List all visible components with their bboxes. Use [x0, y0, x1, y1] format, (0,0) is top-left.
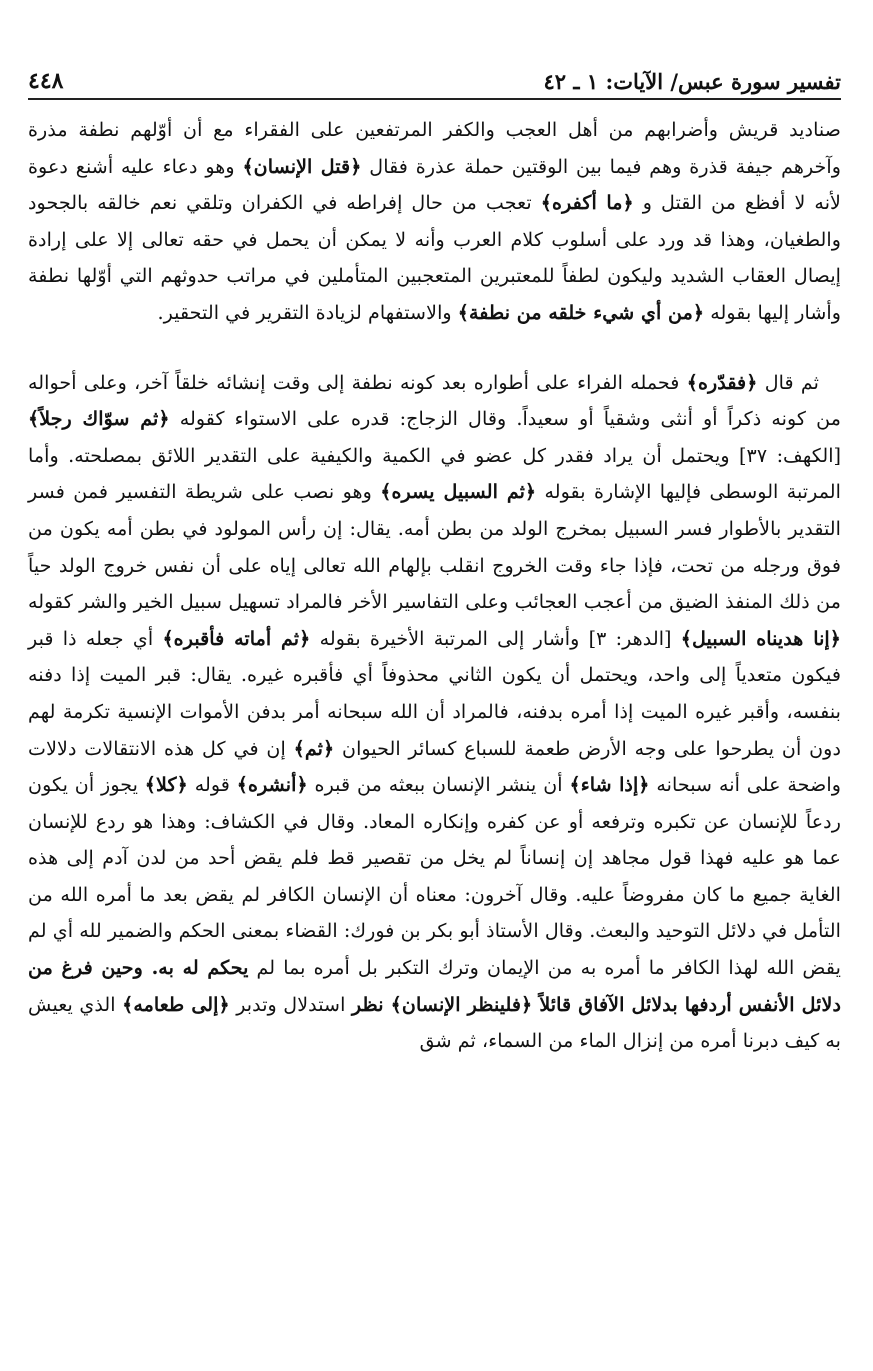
quran-phrase: ﴿فقدّره﴾	[686, 370, 758, 394]
text-run: إن في كل هذه الانتقالات دلالات واضحة على أنه سبحانه	[28, 736, 841, 797]
text-run: صناديد قريش وأضرابهم من أهل العجب والكفر المرتفعين على الفقراء مع أن أوّلهم نطفة مذرة وآخرهم جيفة قذرة وهم فيما بين الوقتين حملة عذرة فقال	[28, 118, 842, 178]
quran-phrase: ﴿أنشره﴾	[236, 773, 308, 797]
page-number: ٤٤٨	[28, 68, 64, 94]
text-run: ثم قال	[757, 370, 819, 394]
quran-phrase: ﴿من أي شيء خلقه من نطفة﴾	[457, 300, 705, 324]
text-run: فحمله الفراء على أطواره بعد كونه نطفة إلى وقت إنشائه خلقاً آخر، وعلى أحواله من كونه ذكراً أو أنثى وشقياً أو سعيداً. وقال الزجاج: قدره على الاستواء كقوله	[28, 370, 841, 431]
quran-phrase: يحكم له به. وحين فرغ من دلائل الأنفس أردفها بدلائل الآفاق قائلاً	[28, 956, 841, 1016]
text-run: يجوز أن يكون ردعاً للإنسان عن تكبره وترفعه أو عن كفره وإنكاره المعاد. وقال في الكشاف: وهذا هو ردع للإنسان عما هو عليه فهذا قول مجاهد إن إنساناً لم يخل من تقصير قط فلم يقض أحد من لدن آدم إلى هذه الغاية جميع ما كان مفروضاً عليه. وقال آخرون: معناه أن الإنسان الكافر لم يقض بعد ما أمره الله من التأمل في دلائل التوحيد والبعث. وقال الأستاذ أبو بكر بن فورك: القضاء بمعنى الحكم والضمير لله أي لم يقض الله لهذا الكافر ما أمره به من الإيمان وترك التكبر بل أمره بما لم	[28, 773, 841, 980]
text-run: أي جعله ذا قبر فيكون متعدياً إلى واحد، ويحتمل أن يكون الثاني محذوفاً أي فأقبره غيره. يقال: قبر الميت إذا دفنه بنفسه، وأقبر غيره الميت إذا أمره بدفنه، فالمراد أن الله سبحانه أمر بدفن الأموات الإنسية تكرمة لهم دون أن يطرحوا على وجه الأرض طعمة للسباع كسائر الحيوان	[28, 626, 841, 760]
quran-phrase: ﴿ما أكفره﴾	[540, 191, 634, 215]
text-run: تعجب من حال إفراطه في الكفران وتلقي نعم خالقه بالجحود والطغيان، وهذا قد ورد على أسلوب كلام العرب وأنه لا يمكن أن يحمل في حقه تعالى إلا على إرادة إيصال العقاب الشديد وليكون لطفاً للمعتبرين المتعجبين المتأملين في مراتب حدوثهم التي أوّلها نطفة وأشار إليها بقوله	[28, 191, 841, 324]
quran-phrase: ﴿إذا شاء﴾	[569, 773, 650, 797]
text-run: أن ينشر الإنسان ببعثه من قبره	[307, 773, 570, 797]
text-run: قوله	[187, 773, 237, 797]
text-run: والاستفهام لزيادة التقرير في التحقير.	[157, 300, 458, 324]
paragraph-1	[28, 112, 841, 332]
text-run: الذي يعيش به كيف دبرنا أمره من إنزال الماء من السماء، ثم شق	[28, 992, 841, 1053]
quran-phrase: ﴿إلى طعامه﴾	[122, 992, 230, 1016]
paragraph-2	[28, 365, 841, 1060]
quran-phrase: ﴿قتل الإنسان﴾	[242, 154, 362, 178]
quran-phrase: ﴿ثم أماته فأقبره﴾	[162, 626, 311, 650]
text-run: [الكهف: ٣٧] ويحتمل أن يراد فقدر كل عضو في الكمية والكيفية على التقدير اللائق بمصلحته. وأما المرتبة الوسطى فإليها الإشارة بقوله	[28, 443, 842, 504]
body-text	[28, 112, 841, 1060]
quran-phrase: ﴿ثم السبيل يسره﴾	[380, 480, 537, 504]
text-run: وهو دعاء عليه أشنع دعوة لأنه لا أفظع من القتل و	[28, 154, 842, 215]
text-run: استدلال وتدبر	[229, 992, 352, 1016]
quran-phrase: نظر	[351, 992, 391, 1016]
quran-phrase: ﴿فلينظر الإنسان﴾	[390, 992, 533, 1016]
quran-phrase: ﴿كلا﴾	[144, 773, 188, 797]
quran-phrase: ﴿إنا هديناه السبيل﴾	[680, 626, 841, 650]
running-title: تفسير سورة عبس/ الآيات: ١ ـ ٤٢	[543, 69, 841, 94]
text-run: [الدهر: ٣] وأشار إلى المرتبة الأخيرة بقوله	[310, 626, 681, 650]
quran-phrase: ﴿ثم سوّاك رجلاً﴾	[28, 407, 170, 431]
page-header	[28, 62, 841, 100]
text-run: وهو نصب على شريطة التفسير فمن فسر التقدير بالأطوار فسر السبيل بمخرج الولد من بطن أمه. يقال: إن رأس المولود في بطن أمه يكون من فوق ورجله من تحت، فإذا جاء وقت الخروج انقلب بإلهام الله تعالى إياه على أن نفس خروج الولد حياً من ذلك المنفذ الضيق من أعجب العجائب وعلى التفاسير الأخر فالمراد تسهيل سبيل الخير والشر كقوله	[28, 480, 841, 614]
quran-phrase: ﴿ثم﴾	[293, 736, 335, 760]
